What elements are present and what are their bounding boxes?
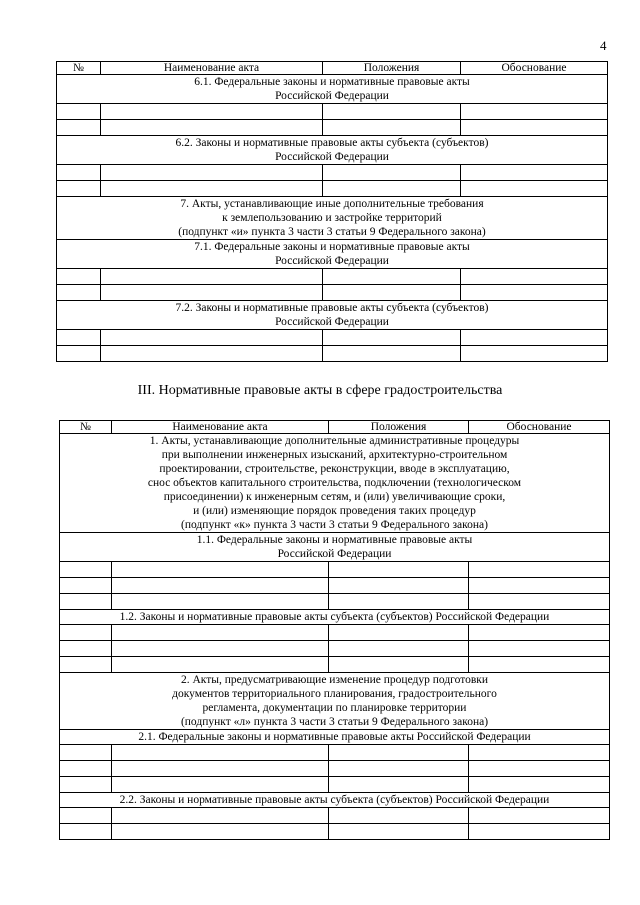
number-cell[interactable] bbox=[60, 808, 112, 824]
number-cell[interactable] bbox=[60, 777, 112, 793]
provisions-cell[interactable] bbox=[329, 657, 469, 673]
table-row bbox=[60, 578, 610, 594]
section-title-line: 2.1. Федеральные законы и нормативные правовые акты Российской Федерации bbox=[138, 731, 531, 743]
provisions-cell[interactable] bbox=[323, 269, 461, 285]
justification-cell[interactable] bbox=[469, 625, 610, 641]
section-title-line: Российской Федерации bbox=[275, 255, 389, 267]
number-cell[interactable] bbox=[60, 562, 112, 578]
provisions-cell[interactable] bbox=[323, 330, 461, 346]
provisions-cell[interactable] bbox=[323, 346, 461, 362]
section-title bbox=[60, 434, 610, 533]
justification-cell[interactable] bbox=[461, 181, 608, 197]
act-name-cell[interactable] bbox=[112, 562, 329, 578]
table-row bbox=[57, 181, 608, 197]
number-cell[interactable] bbox=[57, 285, 101, 301]
col-header-justification: Обоснование bbox=[461, 62, 608, 75]
section-title-line: Российской Федерации bbox=[275, 316, 389, 328]
section-row bbox=[60, 434, 610, 533]
provisions-cell[interactable] bbox=[323, 285, 461, 301]
acts-table-2 bbox=[59, 420, 610, 840]
number-cell[interactable] bbox=[57, 104, 101, 120]
provisions-cell[interactable] bbox=[329, 745, 469, 761]
number-cell[interactable] bbox=[60, 761, 112, 777]
section-title bbox=[57, 75, 608, 104]
section-title-line: (подпункт «и» пункта 3 части 3 статьи 9 Федерального закона) bbox=[178, 226, 486, 238]
section-heading: III. Нормативные правовые акты в сфере градостроительства bbox=[137, 383, 503, 398]
section-row bbox=[60, 533, 610, 562]
number-cell[interactable] bbox=[60, 625, 112, 641]
justification-cell[interactable] bbox=[469, 641, 610, 657]
col-header-provisions: Положения bbox=[329, 421, 469, 434]
table-header-row bbox=[57, 62, 608, 75]
table-row bbox=[57, 285, 608, 301]
section-row bbox=[60, 793, 610, 808]
table-row bbox=[60, 562, 610, 578]
section-title bbox=[57, 136, 608, 165]
section-row bbox=[57, 136, 608, 165]
section-title bbox=[57, 240, 608, 269]
col-header-act-name: Наименование акта bbox=[101, 62, 323, 75]
justification-cell[interactable] bbox=[461, 120, 608, 136]
section-row bbox=[57, 240, 608, 269]
section-title-line: Российской Федерации bbox=[275, 151, 389, 163]
section-row bbox=[57, 75, 608, 104]
col-header-justification: Обоснование bbox=[469, 421, 610, 434]
act-name-cell[interactable] bbox=[101, 165, 323, 181]
justification-cell[interactable] bbox=[461, 269, 608, 285]
justification-cell[interactable] bbox=[469, 594, 610, 610]
provisions-cell[interactable] bbox=[329, 578, 469, 594]
table-row bbox=[60, 594, 610, 610]
section-title bbox=[57, 301, 608, 330]
act-name-cell[interactable] bbox=[101, 104, 323, 120]
col-header-number: № bbox=[57, 62, 101, 75]
provisions-cell[interactable] bbox=[329, 761, 469, 777]
number-cell[interactable] bbox=[57, 120, 101, 136]
section-row bbox=[60, 673, 610, 730]
table-row bbox=[60, 625, 610, 641]
table-row bbox=[57, 269, 608, 285]
section-title-line: 6.1. Федеральные законы и нормативные правовые акты bbox=[194, 76, 470, 88]
number-cell[interactable] bbox=[57, 165, 101, 181]
col-header-act-name: Наименование акта bbox=[112, 421, 329, 434]
section-title-line: 7. Акты, устанавливающие иные дополнительные требования bbox=[180, 198, 484, 210]
act-name-cell[interactable] bbox=[112, 761, 329, 777]
section-title bbox=[60, 730, 610, 745]
provisions-cell[interactable] bbox=[323, 104, 461, 120]
act-name-cell[interactable] bbox=[112, 808, 329, 824]
act-name-cell[interactable] bbox=[112, 641, 329, 657]
section-title-line: (подпункт «л» пункта 3 части 3 статьи 9 Федерального закона) bbox=[180, 716, 489, 728]
justification-cell[interactable] bbox=[461, 346, 608, 362]
section-title bbox=[60, 673, 610, 730]
table-row bbox=[60, 808, 610, 824]
provisions-cell[interactable] bbox=[329, 594, 469, 610]
number-cell[interactable] bbox=[60, 824, 112, 840]
act-name-cell[interactable] bbox=[101, 285, 323, 301]
table-row bbox=[60, 824, 610, 840]
justification-cell[interactable] bbox=[469, 578, 610, 594]
table-row bbox=[60, 745, 610, 761]
section-title-line: Российской Федерации bbox=[277, 548, 392, 560]
table-row bbox=[57, 346, 608, 362]
section-title bbox=[57, 197, 608, 240]
section-row bbox=[60, 730, 610, 745]
act-name-cell[interactable] bbox=[112, 745, 329, 761]
justification-cell[interactable] bbox=[469, 761, 610, 777]
section-title-line: 2. Акты, предусматривающие изменение процедур подготовки bbox=[180, 674, 489, 686]
section-title-line: при выполнении инженерных изысканий, архитектурно-строительном bbox=[161, 449, 508, 461]
justification-cell[interactable] bbox=[461, 285, 608, 301]
provisions-cell[interactable] bbox=[323, 120, 461, 136]
number-cell[interactable] bbox=[60, 745, 112, 761]
table-row bbox=[57, 330, 608, 346]
act-name-cell[interactable] bbox=[112, 777, 329, 793]
justification-cell[interactable] bbox=[461, 104, 608, 120]
section-title-line: 6.2. Законы и нормативные правовые акты субъекта (субъектов) bbox=[175, 137, 489, 149]
section-title-line: (подпункт «к» пункта 3 части 3 статьи 9 Федерального закона) bbox=[181, 519, 488, 531]
act-name-cell[interactable] bbox=[101, 269, 323, 285]
acts-table-1 bbox=[56, 61, 608, 362]
section-title-line: 7.1. Федеральные законы и нормативные правовые акты bbox=[194, 241, 470, 253]
section-title-line: 1.2. Законы и нормативные правовые акты субъекта (субъектов) Российской Федерации bbox=[119, 611, 550, 623]
section-title-line: 2.2. Законы и нормативные правовые акты субъекта (субъектов) Российской Федерации bbox=[119, 794, 550, 806]
section-title-line: Российской Федерации bbox=[275, 90, 389, 102]
provisions-cell[interactable] bbox=[329, 562, 469, 578]
page-number: 4 bbox=[600, 38, 607, 53]
table-row bbox=[60, 761, 610, 777]
section-title-line: проектировании, строительстве, реконструкции, вводе в эксплуатацию, bbox=[159, 463, 510, 475]
section-title-line: 7.2. Законы и нормативные правовые акты субъекта (субъектов) bbox=[175, 302, 489, 314]
col-header-number: № bbox=[60, 421, 112, 434]
act-name-cell[interactable] bbox=[101, 120, 323, 136]
number-cell[interactable] bbox=[57, 269, 101, 285]
provisions-cell[interactable] bbox=[329, 625, 469, 641]
section-title bbox=[60, 610, 610, 625]
section-title-line: снос объектов капитального строительства, подключении (технологическом bbox=[147, 477, 522, 489]
justification-cell[interactable] bbox=[469, 777, 610, 793]
section-title-line: присоединении) к инженерным сетям, и (или) увеличивающие сроки, bbox=[163, 491, 506, 503]
section-title-line: и (или) изменяющие порядок проведения таких процедур bbox=[193, 505, 476, 517]
number-cell[interactable] bbox=[60, 641, 112, 657]
table-row bbox=[60, 641, 610, 657]
provisions-cell[interactable] bbox=[329, 641, 469, 657]
section-title-line: документов территориального планирования, градостроительного bbox=[172, 688, 497, 700]
act-name-cell[interactable] bbox=[112, 625, 329, 641]
section-title-line: регламента, документации по планировке территории bbox=[202, 702, 467, 714]
col-header-provisions: Положения bbox=[323, 62, 461, 75]
justification-cell[interactable] bbox=[469, 657, 610, 673]
provisions-cell[interactable] bbox=[323, 165, 461, 181]
justification-cell[interactable] bbox=[469, 824, 610, 840]
justification-cell[interactable] bbox=[469, 562, 610, 578]
table-row bbox=[57, 104, 608, 120]
table-header-row bbox=[60, 421, 610, 434]
number-cell[interactable] bbox=[60, 578, 112, 594]
section-title-line: к землепользованию и застройке территорий bbox=[222, 212, 442, 224]
act-name-cell[interactable] bbox=[112, 578, 329, 594]
section-row bbox=[60, 610, 610, 625]
section-row bbox=[57, 197, 608, 240]
number-cell[interactable] bbox=[57, 346, 101, 362]
section-row bbox=[57, 301, 608, 330]
act-name-cell[interactable] bbox=[112, 824, 329, 840]
section-title-line: 1.1. Федеральные законы и нормативные правовые акты bbox=[196, 534, 473, 546]
act-name-cell[interactable] bbox=[112, 657, 329, 673]
justification-cell[interactable] bbox=[469, 745, 610, 761]
section-title-line: 1. Акты, устанавливающие дополнительные административные процедуры bbox=[149, 435, 520, 447]
number-cell[interactable] bbox=[60, 657, 112, 673]
table-row bbox=[57, 165, 608, 181]
act-name-cell[interactable] bbox=[101, 181, 323, 197]
provisions-cell[interactable] bbox=[329, 824, 469, 840]
act-name-cell[interactable] bbox=[101, 330, 323, 346]
section-title bbox=[60, 533, 610, 562]
justification-cell[interactable] bbox=[461, 165, 608, 181]
table-row bbox=[60, 777, 610, 793]
number-cell[interactable] bbox=[60, 594, 112, 610]
provisions-cell[interactable] bbox=[323, 181, 461, 197]
section-title bbox=[60, 793, 610, 808]
number-cell[interactable] bbox=[57, 330, 101, 346]
act-name-cell[interactable] bbox=[112, 594, 329, 610]
provisions-cell[interactable] bbox=[329, 808, 469, 824]
provisions-cell[interactable] bbox=[329, 777, 469, 793]
justification-cell[interactable] bbox=[461, 330, 608, 346]
number-cell[interactable] bbox=[57, 181, 101, 197]
justification-cell[interactable] bbox=[469, 808, 610, 824]
table-row bbox=[57, 120, 608, 136]
act-name-cell[interactable] bbox=[101, 346, 323, 362]
table-row bbox=[60, 657, 610, 673]
